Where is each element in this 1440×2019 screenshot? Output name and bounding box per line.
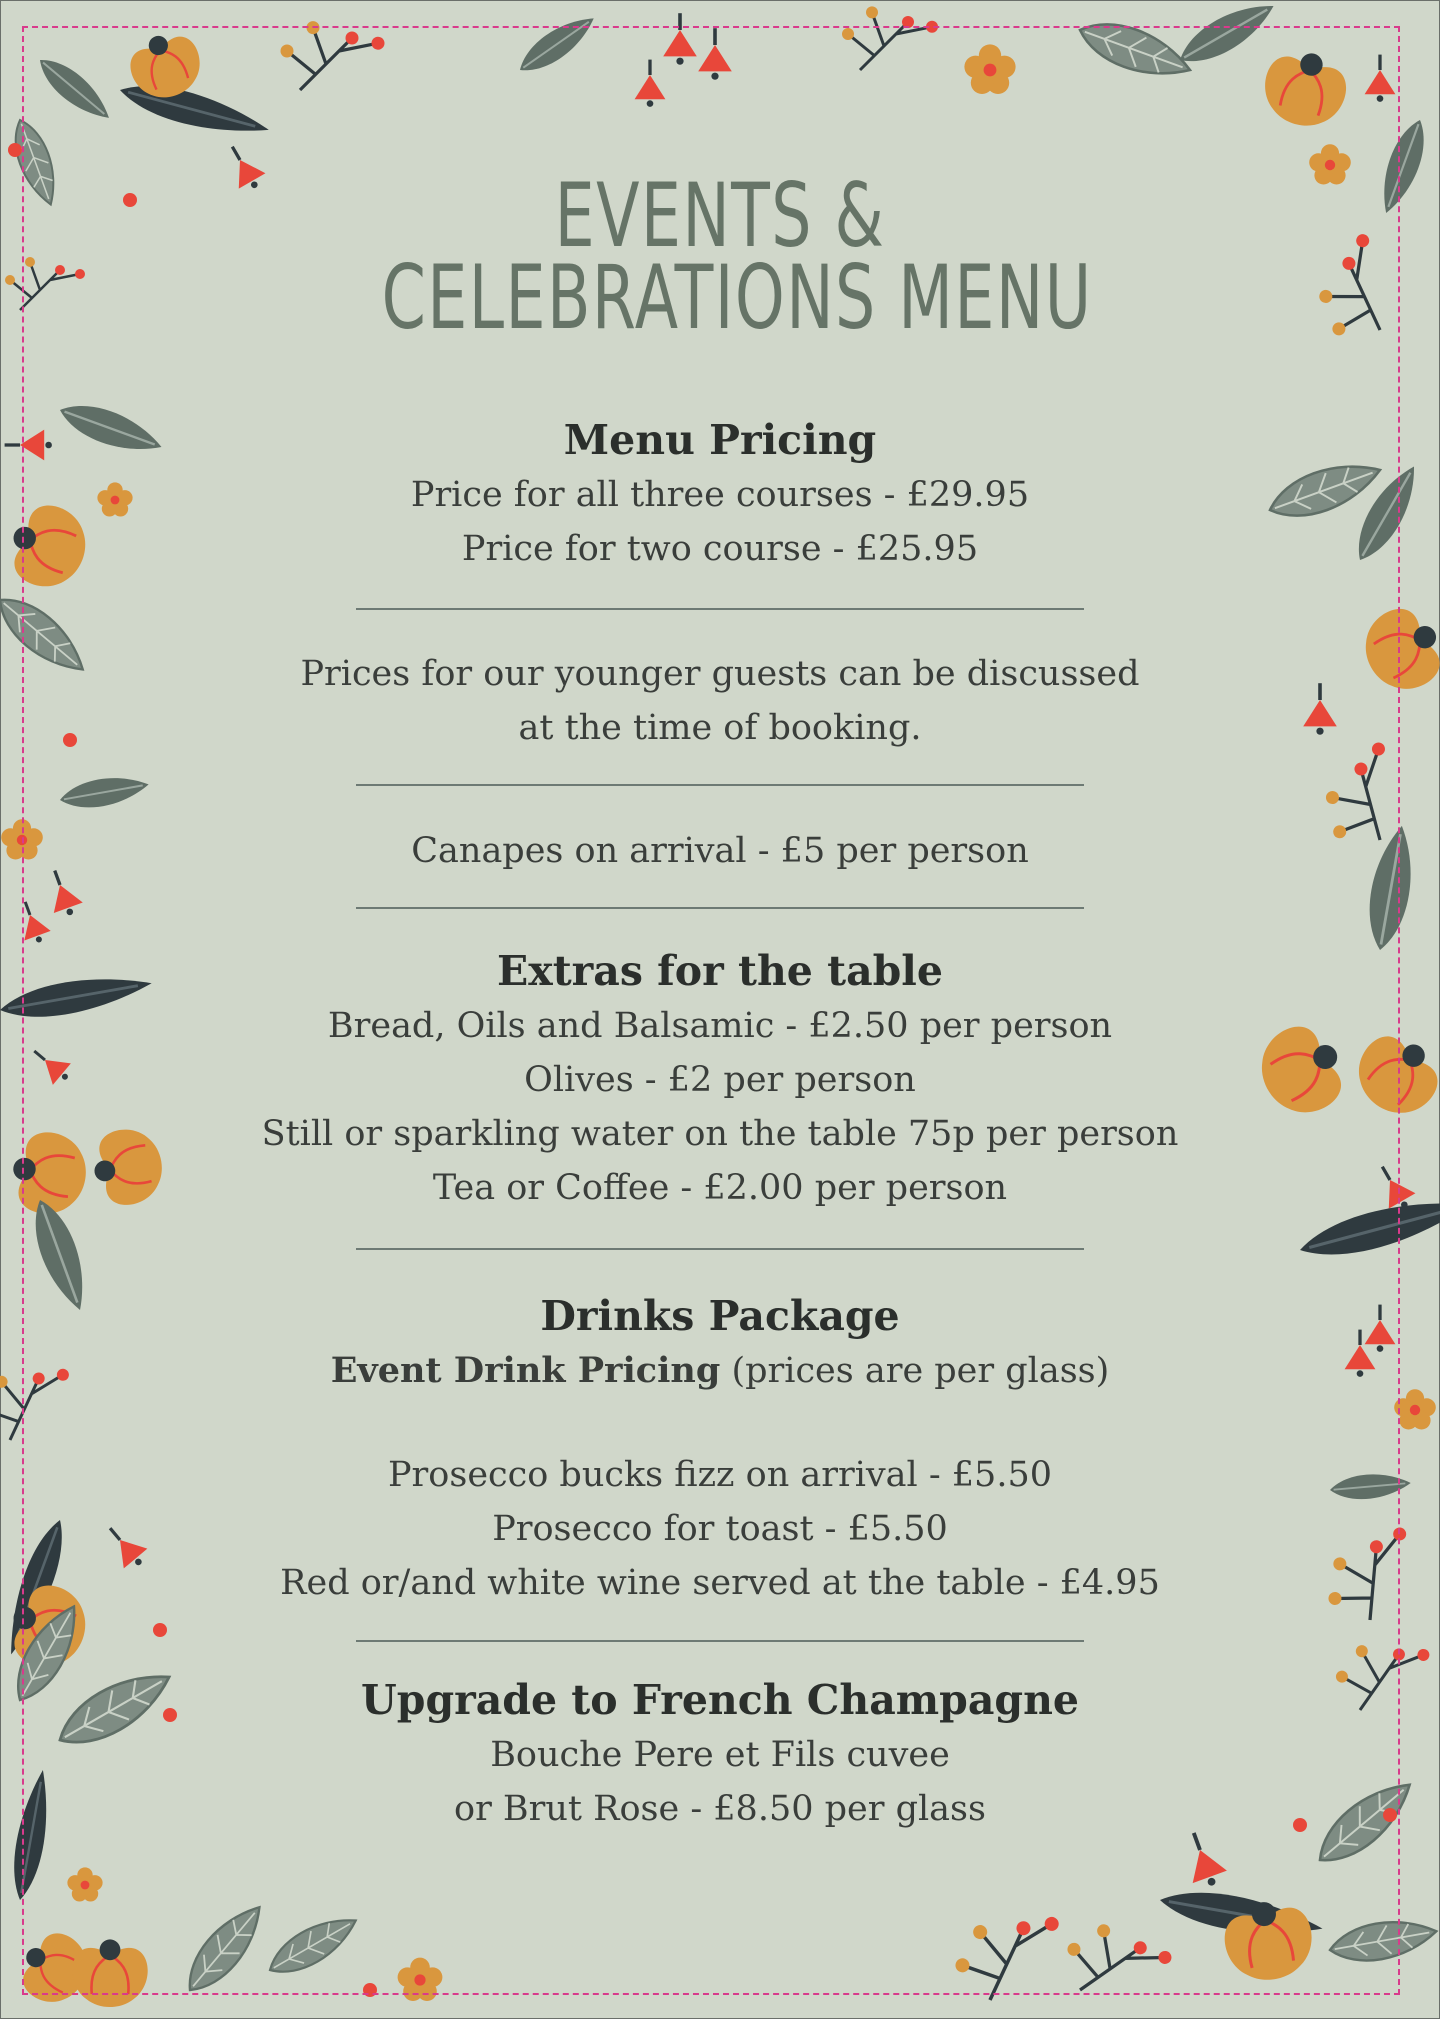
extras-item: Olives - £2 per person — [524, 1060, 916, 1100]
divider — [356, 907, 1084, 909]
drinks-subheading-bold: Event Drink Pricing — [330, 1350, 721, 1391]
divider — [356, 1640, 1084, 1642]
drinks-subheading-note: (prices are per glass) — [720, 1351, 1110, 1391]
drinks-item: Red or/and white wine served at the table - £4.95 — [280, 1563, 1160, 1603]
three-course-price: Price for all three courses - £29.95 — [410, 475, 1030, 515]
extras-heading: Extras for the table — [497, 947, 943, 995]
divider — [356, 1248, 1084, 1250]
menu-pricing-section — [250, 412, 1190, 576]
menu-pricing-heading: Menu Pricing — [563, 416, 877, 464]
extras-item: Tea or Coffee - £2.00 per person — [432, 1168, 1008, 1208]
divider — [356, 608, 1084, 610]
younger-guests-line-2: at the time of booking. — [518, 708, 922, 748]
two-course-price: Price for two course - £25.95 — [461, 529, 979, 569]
drinks-item: Prosecco bucks fizz on arrival - £5.50 — [388, 1455, 1052, 1495]
extras-section — [250, 943, 1190, 1215]
canapes-section — [250, 824, 1190, 878]
drinks-section — [250, 1288, 1190, 1610]
extras-item: Still or sparkling water on the table 75p per person — [261, 1114, 1179, 1154]
drinks-subheading — [250, 1344, 1190, 1398]
champagne-line-2: or Brut Rose - £8.50 per glass — [454, 1789, 986, 1829]
younger-guests-line-1: Prices for our younger guests can be discussed — [300, 654, 1140, 694]
champagne-heading: Upgrade to French Champagne — [361, 1676, 1079, 1724]
drinks-item: Prosecco for toast - £5.50 — [492, 1509, 948, 1549]
extras-item: Bread, Oils and Balsamic - £2.50 per person — [327, 1006, 1113, 1046]
younger-guests-section — [250, 647, 1190, 755]
drinks-heading: Drinks Package — [540, 1292, 900, 1340]
page-title-line-1: EVENTS & — [554, 164, 886, 267]
divider — [356, 784, 1084, 786]
page-title-line-2: CELEBRATIONS MENU — [381, 246, 1093, 349]
canapes-price: Canapes on arrival - £5 per person — [411, 831, 1029, 871]
champagne-line-1: Bouche Pere et Fils cuvee — [490, 1735, 950, 1775]
champagne-section — [250, 1672, 1190, 1836]
